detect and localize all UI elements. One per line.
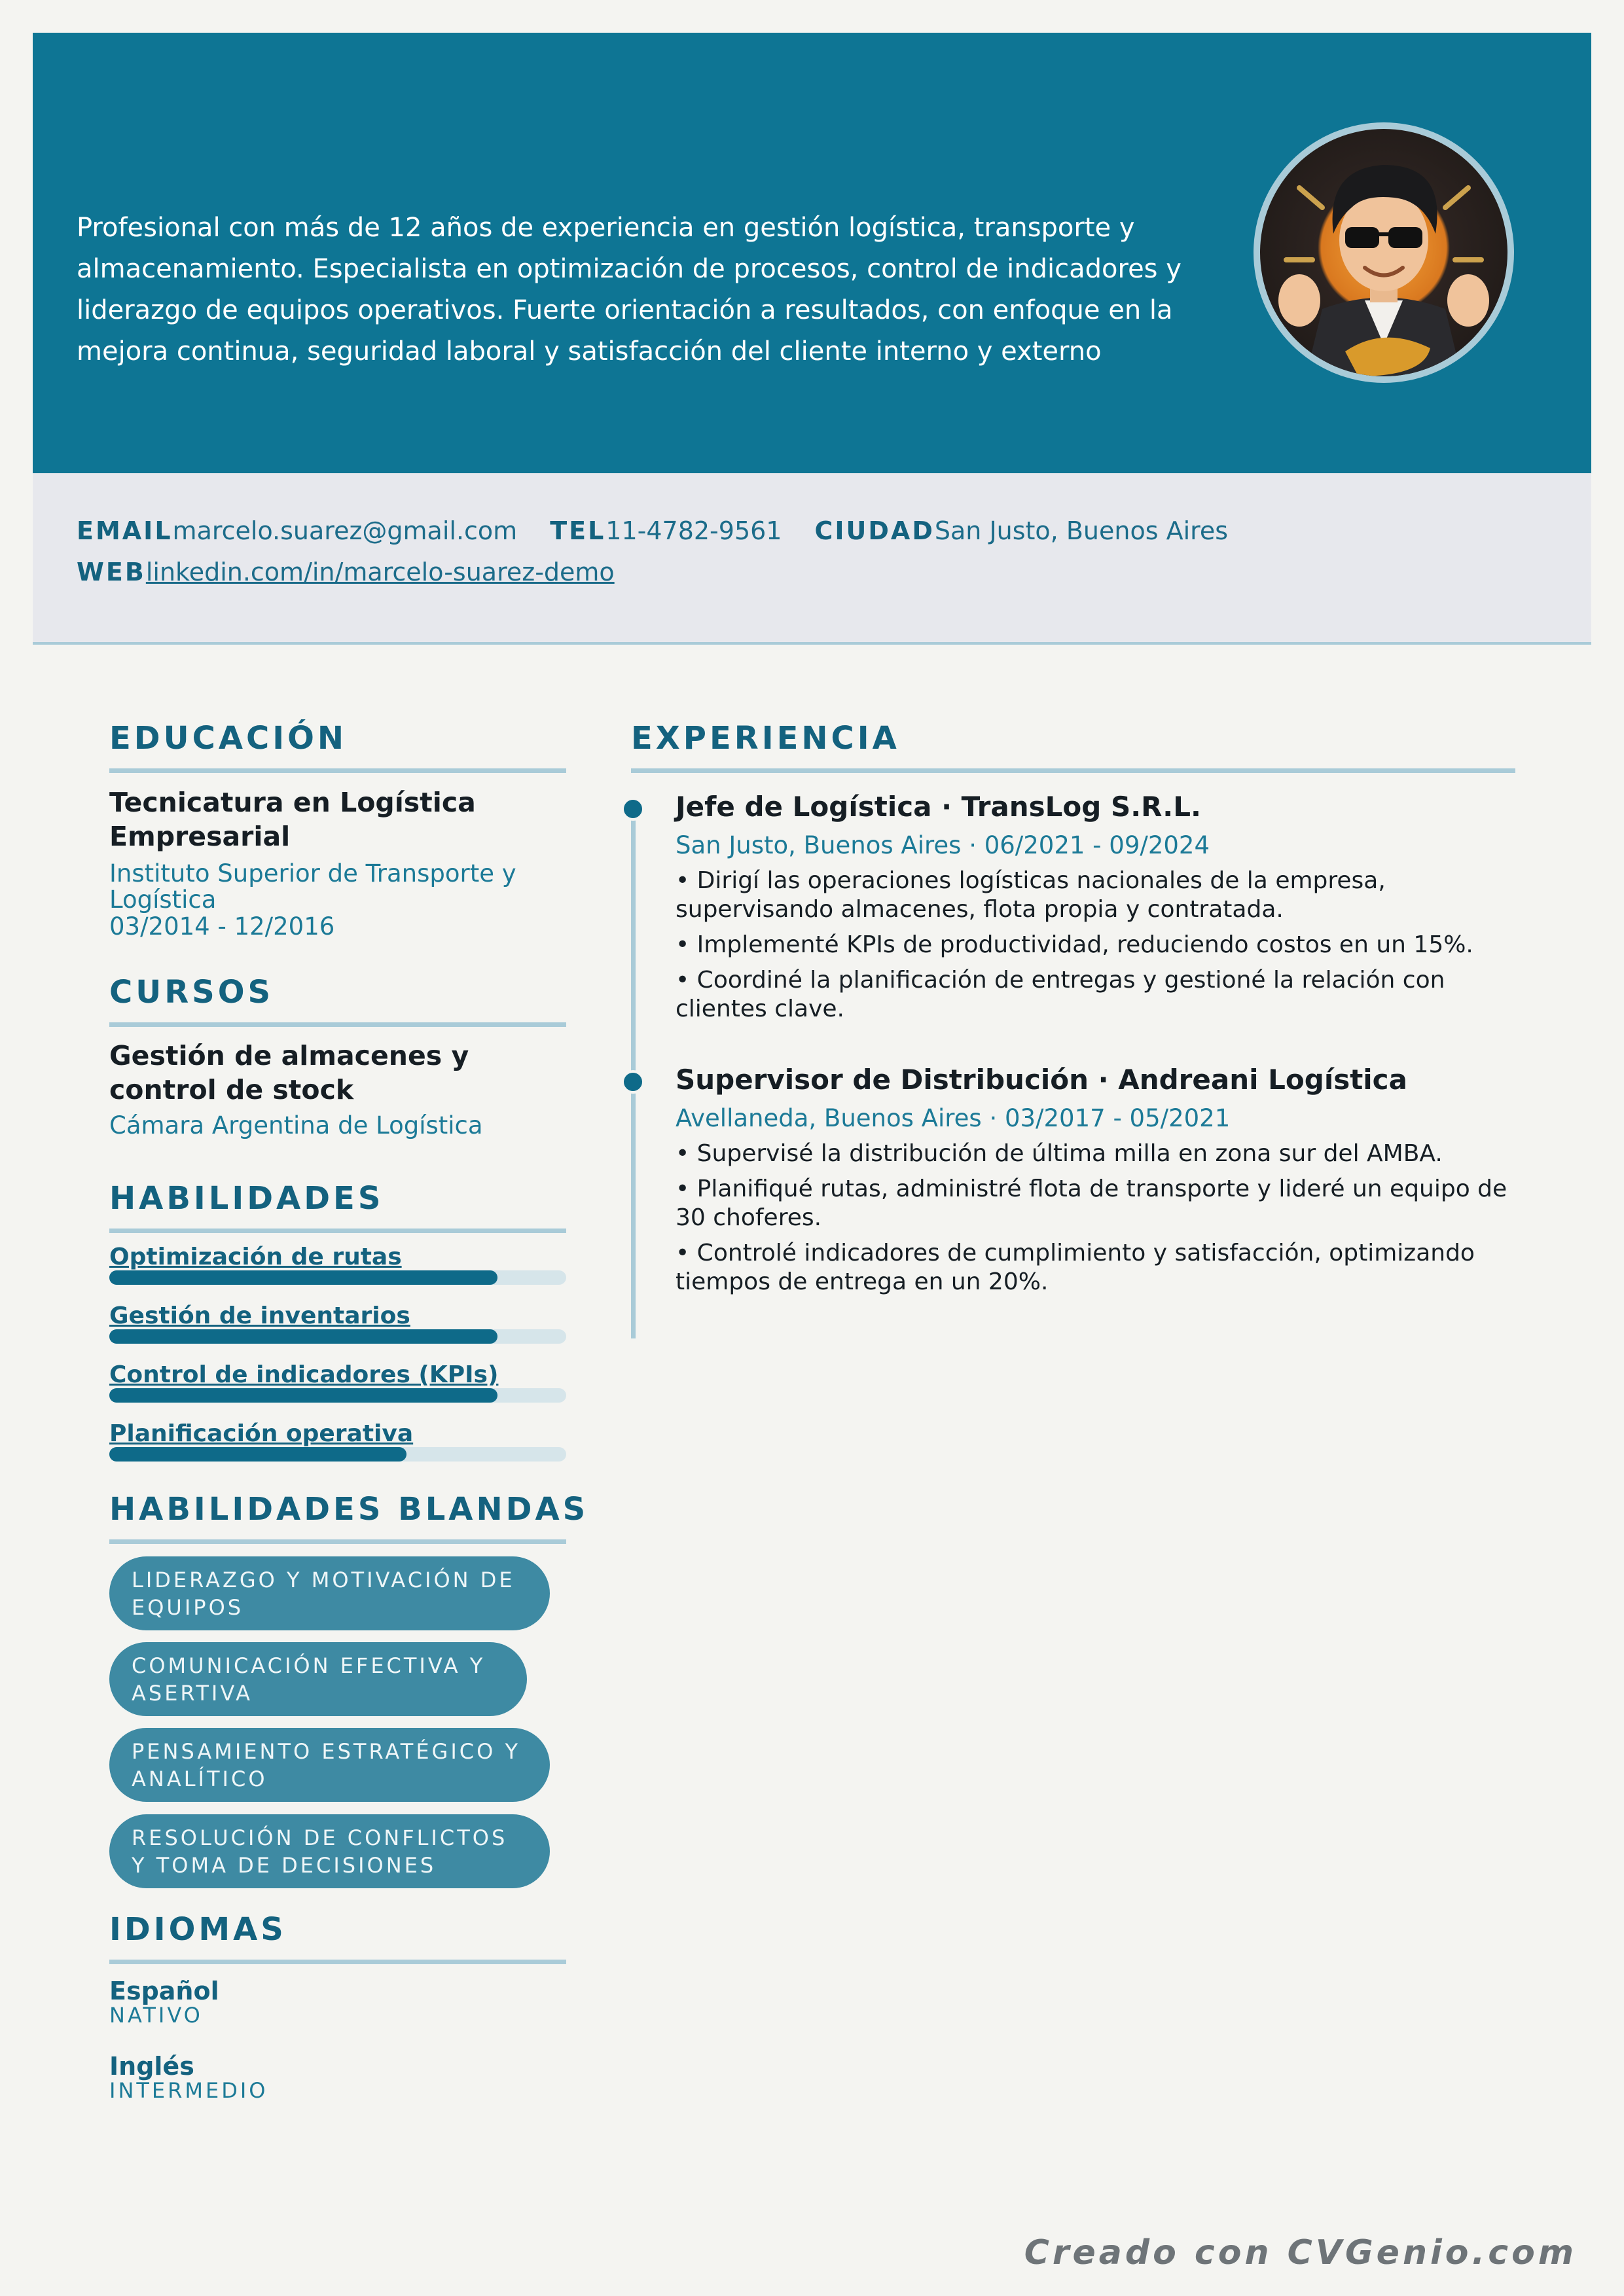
city-value: San Justo, Buenos Aires (934, 516, 1229, 545)
education-title: EDUCACIÓN (109, 720, 348, 757)
languages-divider (109, 1960, 566, 1964)
timeline-dot (621, 797, 645, 821)
skill-bar-fill (109, 1388, 497, 1403)
skill-bar (109, 1447, 566, 1462)
job-bullet: • Planifiqué rutas, administré flota de transporte y lideré un equipo de 30 choferes. (676, 1175, 1507, 1231)
email-label: EMAIL (77, 516, 173, 545)
skill-label[interactable]: Control de indicadores (KPIs) (109, 1361, 499, 1388)
soft-skill-pill: PENSAMIENTO ESTRATÉGICO Y ANALÍTICO (109, 1728, 550, 1802)
language-name: Español (109, 1977, 219, 2005)
skill-label[interactable]: Planificación operativa (109, 1420, 414, 1447)
skill-bar (109, 1388, 566, 1403)
job-title: Supervisor de Distribución · Andreani Logística (676, 1064, 1407, 1096)
soft-skill-pill: RESOLUCIÓN DE CONFLICTOS Y TOMA DE DECISIONES (109, 1814, 550, 1888)
job-bullet: • Supervisé la distribución de última milla en zona sur del AMBA. (676, 1140, 1443, 1167)
languages-title: IDIOMAS (109, 1911, 287, 1948)
skill-bar-fill (109, 1329, 497, 1344)
job-bullet: • Dirigí las operaciones logísticas nacionales de la empresa, supervisando almacenes, flota propia y contratada. (676, 867, 1386, 923)
job-meta: San Justo, Buenos Aires · 06/2021 - 09/2024 (676, 831, 1210, 859)
job-bullet: • Coordiné la planificación de entregas y gestioné la relación con clientes clave. (676, 967, 1445, 1022)
email-value[interactable]: marcelo.suarez@gmail.com (172, 516, 518, 545)
soft-skill-pill: COMUNICACIÓN EFECTIVA Y ASERTIVA (109, 1642, 527, 1716)
avatar-illustration (1260, 129, 1507, 376)
job-bullet: • Controlé indicadores de cumplimiento y satisfacción, optimizando tiempos de entrega en un 20%. (676, 1240, 1475, 1295)
city-label: CIUDAD (814, 516, 935, 545)
contact-row-1 (77, 516, 1228, 545)
soft-skill-pill: LIDERAZGO Y MOTIVACIÓN DE EQUIPOS (109, 1556, 550, 1630)
job-meta: Avellaneda, Buenos Aires · 03/2017 - 05/2021 (676, 1104, 1231, 1132)
education-divider (109, 768, 566, 773)
job-bullets (676, 1139, 1526, 1303)
skill-label[interactable]: Gestión de inventarios (109, 1302, 410, 1329)
contact-row-2 (77, 558, 615, 586)
courses-divider (109, 1022, 566, 1027)
skill-bar (109, 1270, 566, 1285)
web-link[interactable]: linkedin.com/in/marcelo-suarez-demo (145, 558, 615, 586)
job-bullet: • Implementé KPIs de productividad, reduciendo costos en un 15%. (676, 931, 1473, 958)
timeline-dot (621, 1070, 645, 1094)
skill-label[interactable]: Optimización de rutas (109, 1244, 402, 1270)
skill-bar-fill (109, 1447, 406, 1462)
job-title: Jefe de Logística · TransLog S.R.L. (676, 791, 1201, 823)
avatar-cartoon-icon (1260, 129, 1507, 376)
job-bullets (676, 867, 1526, 1030)
language-name: Inglés (109, 2052, 194, 2081)
experience-divider (631, 768, 1515, 773)
courses-title: CURSOS (109, 974, 274, 1011)
skill-bar (109, 1329, 566, 1344)
course-institution: Cámara Argentina de Logística (109, 1111, 483, 1139)
tel-value[interactable]: 11-4782-9561 (605, 516, 782, 545)
education-degree: Tecnicatura en Logística Empresarial (109, 787, 476, 852)
footer-credit: Creado con CVGenio.com (1024, 2233, 1577, 2272)
language-level: INTERMEDIO (109, 2078, 268, 2103)
education-institution: Instituto Superior de Transporte y Logística (109, 859, 516, 914)
language-level: NATIVO (109, 2003, 203, 2028)
profile-photo (1254, 122, 1514, 383)
skills-divider (109, 1229, 566, 1233)
experience-title: EXPERIENCIA (631, 720, 900, 757)
skill-bar-fill (109, 1270, 497, 1285)
soft-skills-title: HABILIDADES BLANDAS (109, 1491, 589, 1528)
profile-summary: Profesional con más de 12 años de experiencia en gestión logística, transporte y almacenamiento. Especialista en optimización de procesos, control de indicadores y liderazgo de equipos operativos. Fuerte orientación a resultados, con enfoque en la mejora continua, seguridad laboral y satisfacción del cliente interno y externo (77, 213, 1182, 367)
course-name: Gestión de almacenes y control de stock (109, 1040, 469, 1105)
tel-label: TEL (550, 516, 606, 545)
education-dates: 03/2014 - 12/2016 (109, 912, 335, 941)
skills-title: HABILIDADES (109, 1180, 384, 1217)
web-label: WEB (77, 558, 146, 586)
soft-skills-divider (109, 1539, 566, 1544)
